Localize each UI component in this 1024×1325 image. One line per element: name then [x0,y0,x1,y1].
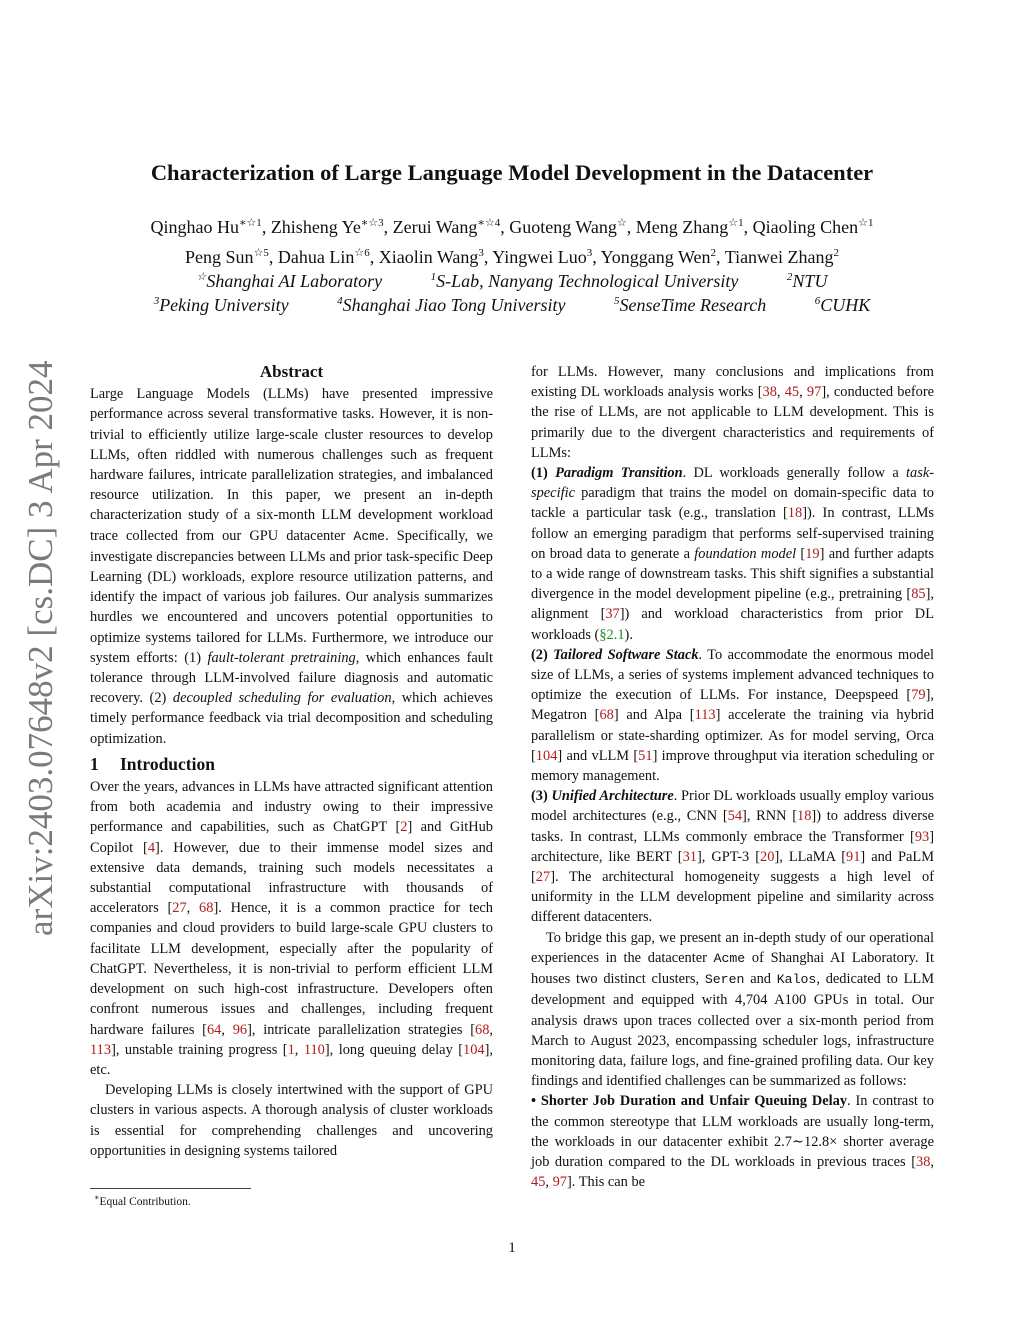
citation-link[interactable]: 31 [682,848,697,865]
citation-link[interactable]: 51 [638,747,653,764]
citation-link[interactable]: 2 [400,819,408,836]
abstract-heading: Abstract [259,362,324,381]
author: Guoteng Wang [509,217,617,237]
citation-link[interactable]: 113 [694,707,716,724]
section-reference-link[interactable]: §2.1 [599,626,625,643]
citation-link[interactable]: 96 [232,1021,248,1038]
citation-link[interactable]: 68 [199,900,214,917]
author: Zerui Wang [392,217,478,237]
citation-link[interactable]: 110 [303,1041,325,1058]
affiliation: $^5$SenseTime Research [614,295,767,315]
intro-paragraph-continued: for LLMs. However, many conclusions and implications from existing DL workloads analysis works [38, 45, 97], conducted before the rise of LLMs, are not applicable to LLM development. This is primarily due to the divergent characteristics and requirements of LLMs: [531,364,934,461]
citation-link[interactable]: 20 [760,848,775,865]
author: Xiaolin Wang [378,247,479,267]
affiliation: $^3$Peking University [153,295,289,315]
citation-link[interactable]: 68 [475,1021,490,1038]
affiliation: $^1$S-Lab, Nanyang Technological University [430,271,739,291]
author: Tianwei Zhang [724,247,834,267]
finding-shorter-job-duration: • Shorter Job Duration and Unfair Queuing Delay. In contrast to the common stereotype that LLM workloads are usually long-term, the workloads in our datacenter exhibit 2.7∼12.8× shorter average job duration compared to the DL workloads in previous traces [38, 45, 97]. This can be [531,1093,934,1191]
author: Qiaoling Chen [752,217,859,237]
author: Peng Sun [184,247,254,267]
citation-link[interactable]: 4 [147,839,156,856]
author: Yingwei Luo [492,247,587,267]
section-heading-introduction: 1 Introduction [90,753,215,774]
footnote-divider [90,1188,251,1189]
citation-link[interactable]: 91 [846,848,861,865]
left-column [90,362,493,1161]
intro-paragraph-2: Developing LLMs is closely intertwined with the support of GPU clusters in various aspects. A thorough analysis of cluster workloads is essential for comprehending challenges and uncovering opportunities in designing systems tailored [90,1082,493,1159]
author: Meng Zhang [635,217,729,237]
citation-link[interactable]: 113 [90,1041,112,1058]
citation-link[interactable]: 45 [531,1174,546,1191]
citation-link[interactable]: 1 [287,1041,295,1058]
citation-link[interactable]: 68 [599,707,614,724]
affiliations-line-2 [0,295,1024,316]
citation-link[interactable]: 93 [914,828,930,845]
affiliation: $^4$Shanghai Jiao Tong University [337,295,566,315]
citation-link[interactable]: 104 [463,1041,485,1058]
authors-line-1: Qinghao $Hu^{∗☆1}$, Zhisheng $Ye^{∗☆3}$, Zerui Wang$^{∗☆4}$, Guoteng Wang☆, Meng Zhang$^{☆1}$, Qiaoling Chen$^{☆1}$ [150,217,874,237]
authors-line-2: Peng Sun$^{☆5}$, Dahua Lin$^{☆6}$, Xiaolin Wang$^3$, Yingwei Luo$^3$, Yonggang Wen$^2$, Tianwei Zhang$^2$ [184,247,840,267]
author: Qinghao Hu [150,217,239,237]
citation-link[interactable]: 27 [535,869,551,886]
paper-title: Characterization of Large Language Model Development in the Datacenter [150,160,874,185]
intro-paragraph-1: Over the years, advances in LLMs have attracted significant attention from both academia and industry owing to their impressive performance and capabilities, such as ChatGPT [2] and GitHub Copilot [4]. However, due to their immense model sizes and extensive data demands, training such models necessitates a substantial computational infrastructure with thousands of accelerators [27, 68]. Hence, it is a common practice for tech companies and cloud providers to build large-scale GPU clusters to facilitate LLM development, especially after the popularity of ChatGPT. Nevertheless, it is non-trivial to perform efficient LLM development on such high-cost infrastructure. Developers often confront numerous issues and challenges, including frequent hardware failures [64, 96], intricate parallelization strategies [68, 113], unstable training progress [1, 110], long queuing delay [104], etc. [90,779,494,1078]
study-overview-paragraph: To bridge this gap, we present an in-depth study of our operational experiences in the datacenter Acme of Shanghai AI Laboratory. It houses two distinct clusters, Seren and Kalos, dedicated to LLM development and equipped with 4,704 A100 GPUs in total. Our analysis draws upon traces collected over a six-month period from March to August 2023, encompassing scheduler logs, infrastructure monitoring data, failure logs, and fine-grained profiling data. Our key findings and identified challenges can be summarized as follows: [531,929,934,1090]
citation-link[interactable]: 64 [206,1021,222,1038]
author: Dahua Lin [277,247,355,267]
characteristic-paradigm-transition: (1) Paradigm Transition. DL workloads generally follow a task-specific paradigm that trains the model on domain-specific data to tackle a particular task (e.g., translation [18]). In contrast, LLMs follow an emerging paradigm that performs self-supervised training on broad data to generate a foundation model [19] and further adapts to a wide range of downstream tasks. This shift signifies a substantial divergence in the model development pipeline (e.g., pretraining [85], alignment [37]) and workload characteristics from prior DL workloads (§2.1). [531,465,935,643]
characteristic-tailored-software-stack: (2) Tailored Software Stack. To accommodate the enormous model size of LLMs, a series of systems implement advanced techniques to optimize the execution of LLMs. For instance, Deepspeed [79], Megatron [68] and Alpa [113] accelerate the training via hybrid parallelism or state-sharding optimizer. As for model serving, Orca [104] and vLLM [51] improve throughput via iteration scheduling or memory management. [531,646,935,785]
citation-link[interactable]: 97 [552,1174,567,1191]
citation-link[interactable]: 19 [805,545,820,562]
citation-link[interactable]: 79 [911,687,926,704]
citation-link[interactable]: 104 [535,747,558,764]
citation-link[interactable]: 38 [916,1153,931,1170]
citation-link[interactable]: 54 [727,808,743,825]
affiliation: $^2$NTU [786,271,828,291]
affiliation: ☆Shanghai AI Laboratory [196,271,383,291]
author: Zhisheng Ye [270,217,361,237]
citation-link[interactable]: 27 [172,900,187,917]
author: Yonggang Wen [600,247,711,267]
footnote: ∗Equal Contribution. [94,1193,191,1208]
affiliations-line-1 [0,270,1024,292]
arxiv-identifier: arXiv:2403.07648v2 [cs.DC] 3 Apr 2024 [21,360,60,936]
citation-link[interactable]: 38 [762,384,777,401]
citation-link[interactable]: 85 [911,586,926,603]
characteristic-unified-architecture: (3) Unified Architecture. Prior DL workloads usually employ various model architectures (e.g., CNN [54], RNN [18]) to address diverse tasks. In contrast, LLMs commonly embrace the Transformer [93] architecture, like BERT [31], GPT-3 [20], LLaMA [91] and PaLM [27]. The architectural homogeneity suggests a high level of uniformity in the LLM development pipeline and similarity across different datacenters. [531,788,935,926]
citation-link[interactable]: 37 [605,606,620,623]
affiliation: $^6$CUHK [814,295,871,315]
abstract-body: Large Language Models (LLMs) have presented impressive performance across several transformative tasks. However, it is non-trivial to efficiently utilize large-scale cluster resources to develop LLMs, often riddled with numerous challenges such as frequent hardware failures, intricate parallelization strategies, and imbalanced resource utilization. In this paper, we present an in-depth characterization study of a six-month LLM development workload trace collected from our GPU datacenter Acme. Specifically, we investigate discrepancies between LLMs and prior task-specific Deep Learning (DL) workloads, explore resource utilization patterns, and identify the impact of various job failures. Our analysis summarizes hurdles we encountered and uncovers potential opportunities to optimize systems tailored for LLMs. Furthermore, we introduce our system efforts: (1) fault-tolerant pretraining, which enhances fault tolerance through LLM-involved failure diagnosis and automatic recovery. (2) decoupled scheduling for evaluation, which achieves timely performance feedback via trial decomposition and scheduling optimization. [90,386,494,747]
author-list [80,210,944,270]
page-number: 1 [508,1240,516,1256]
citation-link[interactable]: 45 [784,384,800,401]
citation-link[interactable]: 97 [806,384,822,401]
right-column [531,362,934,1192]
citation-link[interactable]: 18 [797,808,812,825]
citation-link[interactable]: 18 [787,505,803,522]
